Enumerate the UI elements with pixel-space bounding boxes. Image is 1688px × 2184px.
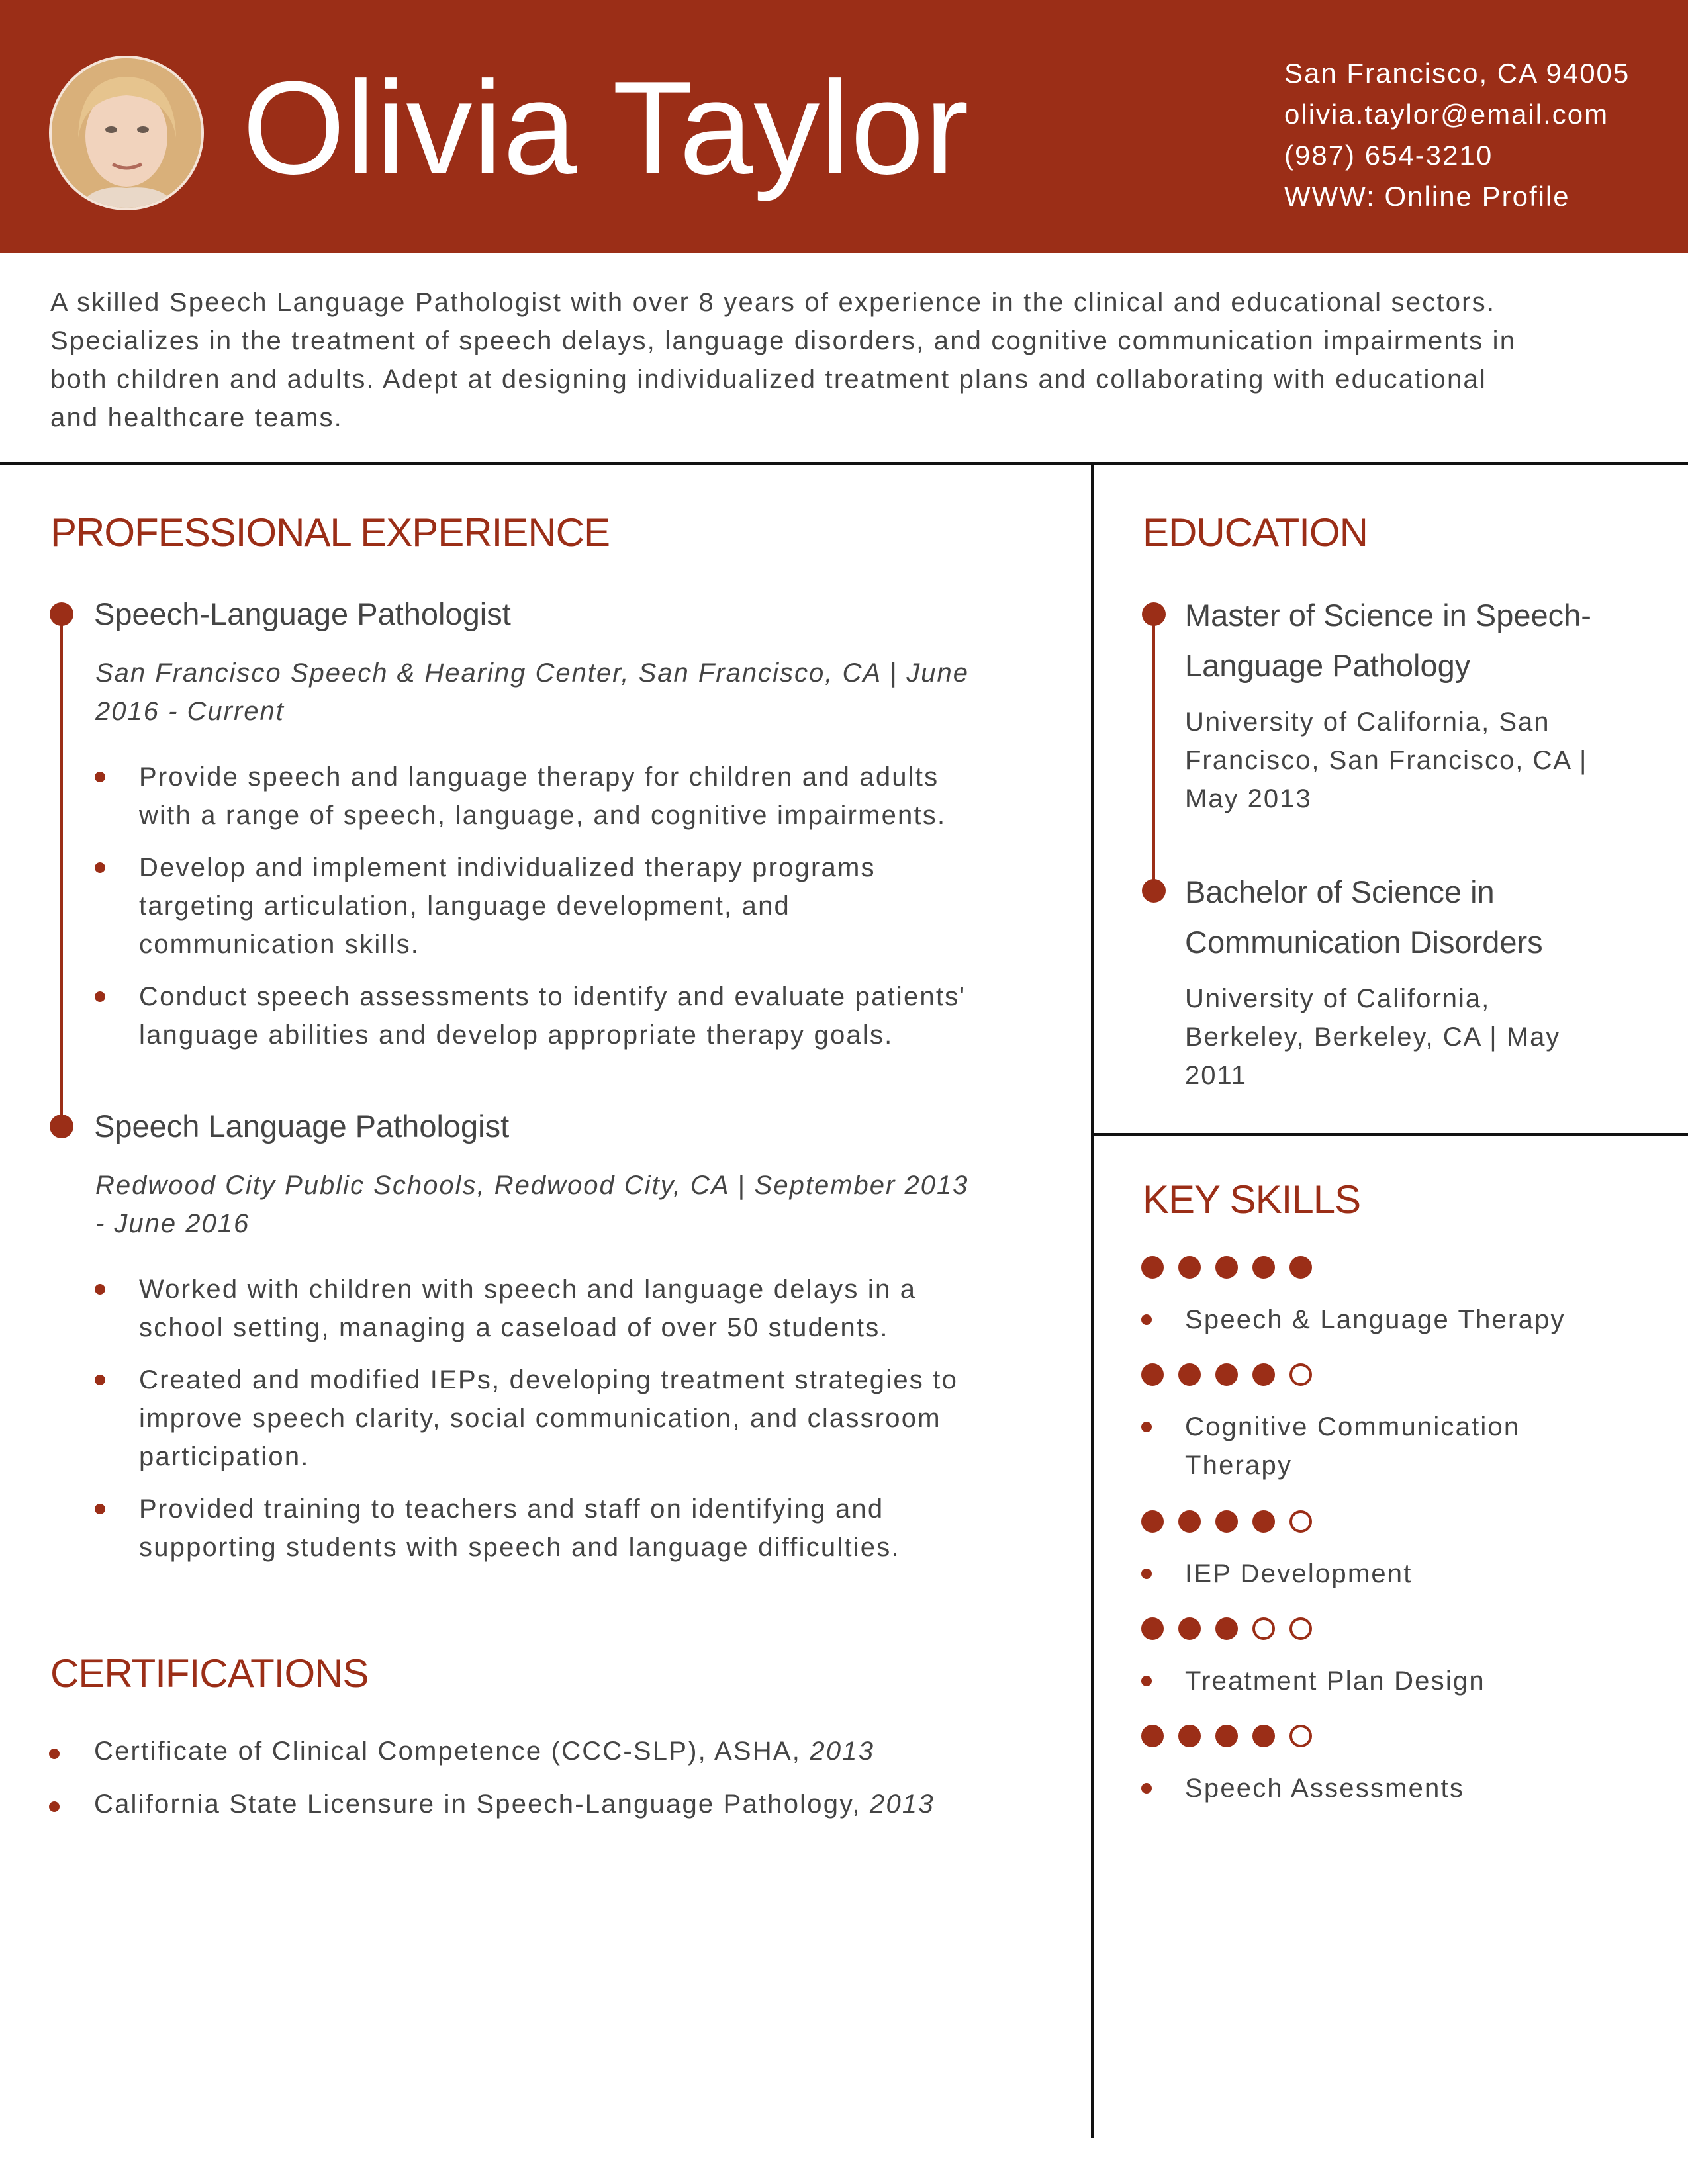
certification-text: California State Licensure in Speech-Language Pathology, bbox=[94, 1790, 870, 1819]
header-banner bbox=[0, 0, 1688, 253]
bullet-dot bbox=[1141, 1314, 1152, 1325]
bullet-dot bbox=[1141, 1569, 1152, 1579]
education-heading: EDUCATION bbox=[1143, 510, 1368, 555]
job-bullet: Conduct speech assessments to identify and evaluate patients' language abilities and develop appropriate therapy goals. bbox=[139, 982, 966, 1050]
education-degree: Master of Science in Speech- Language Pathology bbox=[1185, 598, 1591, 683]
skill-rating bbox=[1141, 1725, 1312, 1747]
rating-dot-filled bbox=[1289, 1256, 1312, 1279]
education-skills-divider bbox=[1092, 1133, 1688, 1136]
rating-dot-filled bbox=[1141, 1617, 1164, 1640]
skill-name: Treatment Plan Design bbox=[1185, 1666, 1485, 1696]
professional-summary: A skilled Speech Language Pathologist with over 8 years of experience in the clinical and educational sectors. Specializes in the treatment of speech delays, language disorders, and cognitive communication impairments in both children and adults. Adept at designing individualized treatment plans and collaborating with educational and healthcare teams. bbox=[50, 288, 1517, 432]
job-bullet: Created and modified IEPs, developing treatment strategies to improve speech clarity, social communication, and classroom participation. bbox=[139, 1365, 959, 1471]
rating-dot-filled bbox=[1252, 1725, 1275, 1747]
contact-website[interactable]: WWW: Online Profile bbox=[1284, 181, 1570, 212]
rating-dot-filled bbox=[1178, 1725, 1201, 1747]
bullet-dot bbox=[95, 1284, 105, 1295]
skill-name: IEP Development bbox=[1185, 1559, 1413, 1588]
rating-dot-filled bbox=[1141, 1256, 1164, 1279]
experience-heading: PROFESSIONAL EXPERIENCE bbox=[50, 510, 610, 555]
rating-dot-filled bbox=[1252, 1510, 1275, 1533]
skill-name: Speech & Language Therapy bbox=[1185, 1305, 1566, 1334]
job-employer: Redwood City Public Schools, Redwood City, CA | September 2013 - June 2016 bbox=[95, 1171, 969, 1238]
bullet-dot bbox=[49, 1749, 60, 1759]
rating-dot-filled bbox=[1215, 1256, 1238, 1279]
bullet-dot bbox=[1141, 1783, 1152, 1794]
rating-dot-filled bbox=[1215, 1363, 1238, 1386]
avatar bbox=[49, 56, 204, 210]
rating-dot-filled bbox=[1178, 1617, 1201, 1640]
certification-item bbox=[94, 1737, 874, 1766]
certification-year: 2013 bbox=[810, 1737, 875, 1766]
rating-dot-filled bbox=[1141, 1363, 1164, 1386]
education-timeline bbox=[1152, 613, 1155, 891]
bullet-dot bbox=[95, 1504, 105, 1514]
rating-dot-filled bbox=[1252, 1256, 1275, 1279]
rating-dot-empty bbox=[1289, 1617, 1312, 1640]
rating-dot-empty bbox=[1252, 1617, 1275, 1640]
contact-address: San Francisco, CA 94005 bbox=[1284, 58, 1630, 89]
skill-name: Speech Assessments bbox=[1185, 1774, 1465, 1803]
contact-phone[interactable]: (987) 654-3210 bbox=[1284, 140, 1493, 171]
skill-rating bbox=[1141, 1256, 1312, 1279]
education-marker bbox=[1142, 879, 1166, 903]
rating-dot-empty bbox=[1289, 1510, 1312, 1533]
bullet-dot bbox=[95, 862, 105, 873]
job-bullet: Provided training to teachers and staff on identifying and supporting students with speech and language difficulties. bbox=[139, 1494, 900, 1562]
rating-dot-empty bbox=[1289, 1363, 1312, 1386]
rating-dot-filled bbox=[1215, 1725, 1238, 1747]
rating-dot-filled bbox=[1215, 1510, 1238, 1533]
education-school: University of California, San Francisco, San Francisco, CA | May 2013 bbox=[1185, 707, 1588, 813]
certifications-heading: CERTIFICATIONS bbox=[50, 1651, 369, 1696]
rating-dot-filled bbox=[1252, 1363, 1275, 1386]
rating-dot-filled bbox=[1141, 1725, 1164, 1747]
rating-dot-filled bbox=[1178, 1256, 1201, 1279]
job-marker bbox=[50, 1115, 73, 1138]
certification-year: 2013 bbox=[870, 1790, 935, 1819]
job-employer: San Francisco Speech & Hearing Center, San Francisco, CA | June 2016 - Current bbox=[95, 659, 969, 726]
job-marker bbox=[50, 602, 73, 626]
job-title: Speech Language Pathologist bbox=[94, 1109, 510, 1144]
contact-info bbox=[1284, 53, 1630, 217]
education-degree: Bachelor of Science in Communication Disorders bbox=[1185, 874, 1543, 960]
certification-item bbox=[94, 1790, 935, 1819]
skill-rating bbox=[1141, 1617, 1312, 1640]
contact-email[interactable]: olivia.taylor@email.com bbox=[1284, 99, 1609, 130]
bullet-dot bbox=[95, 991, 105, 1002]
skill-name: Cognitive Communication Therapy bbox=[1185, 1412, 1521, 1480]
skill-rating bbox=[1141, 1510, 1312, 1533]
job-title: Speech-Language Pathologist bbox=[94, 596, 511, 631]
skills-heading: KEY SKILLS bbox=[1143, 1177, 1361, 1222]
rating-dot-empty bbox=[1289, 1725, 1312, 1747]
rating-dot-filled bbox=[1178, 1510, 1201, 1533]
bullet-dot bbox=[49, 1801, 60, 1812]
bullet-dot bbox=[1141, 1676, 1152, 1686]
certification-text: Certificate of Clinical Competence (CCC-SLP), ASHA, bbox=[94, 1737, 810, 1766]
bullet-dot bbox=[95, 1375, 105, 1385]
rating-dot-filled bbox=[1215, 1617, 1238, 1640]
candidate-name: Olivia Taylor bbox=[242, 54, 970, 202]
skill-rating bbox=[1141, 1363, 1312, 1386]
job-bullet: Worked with children with speech and language delays in a school setting, managing a caseload of over 50 students. bbox=[139, 1275, 917, 1342]
education-school: University of California, Berkeley, Berkeley, CA | May 2011 bbox=[1185, 984, 1561, 1090]
rating-dot-filled bbox=[1141, 1510, 1164, 1533]
job-bullet: Provide speech and language therapy for children and adults with a range of speech, language, and cognitive impairments. bbox=[139, 762, 947, 830]
education-marker bbox=[1142, 602, 1166, 626]
bullet-dot bbox=[1141, 1422, 1152, 1432]
bullet-dot bbox=[95, 772, 105, 782]
column-divider bbox=[1091, 463, 1094, 2138]
experience-timeline bbox=[60, 613, 63, 1122]
job-bullet: Develop and implement individualized therapy programs targeting articulation, language development, and communication skills. bbox=[139, 853, 876, 959]
rating-dot-filled bbox=[1178, 1363, 1201, 1386]
summary-divider bbox=[0, 462, 1688, 465]
